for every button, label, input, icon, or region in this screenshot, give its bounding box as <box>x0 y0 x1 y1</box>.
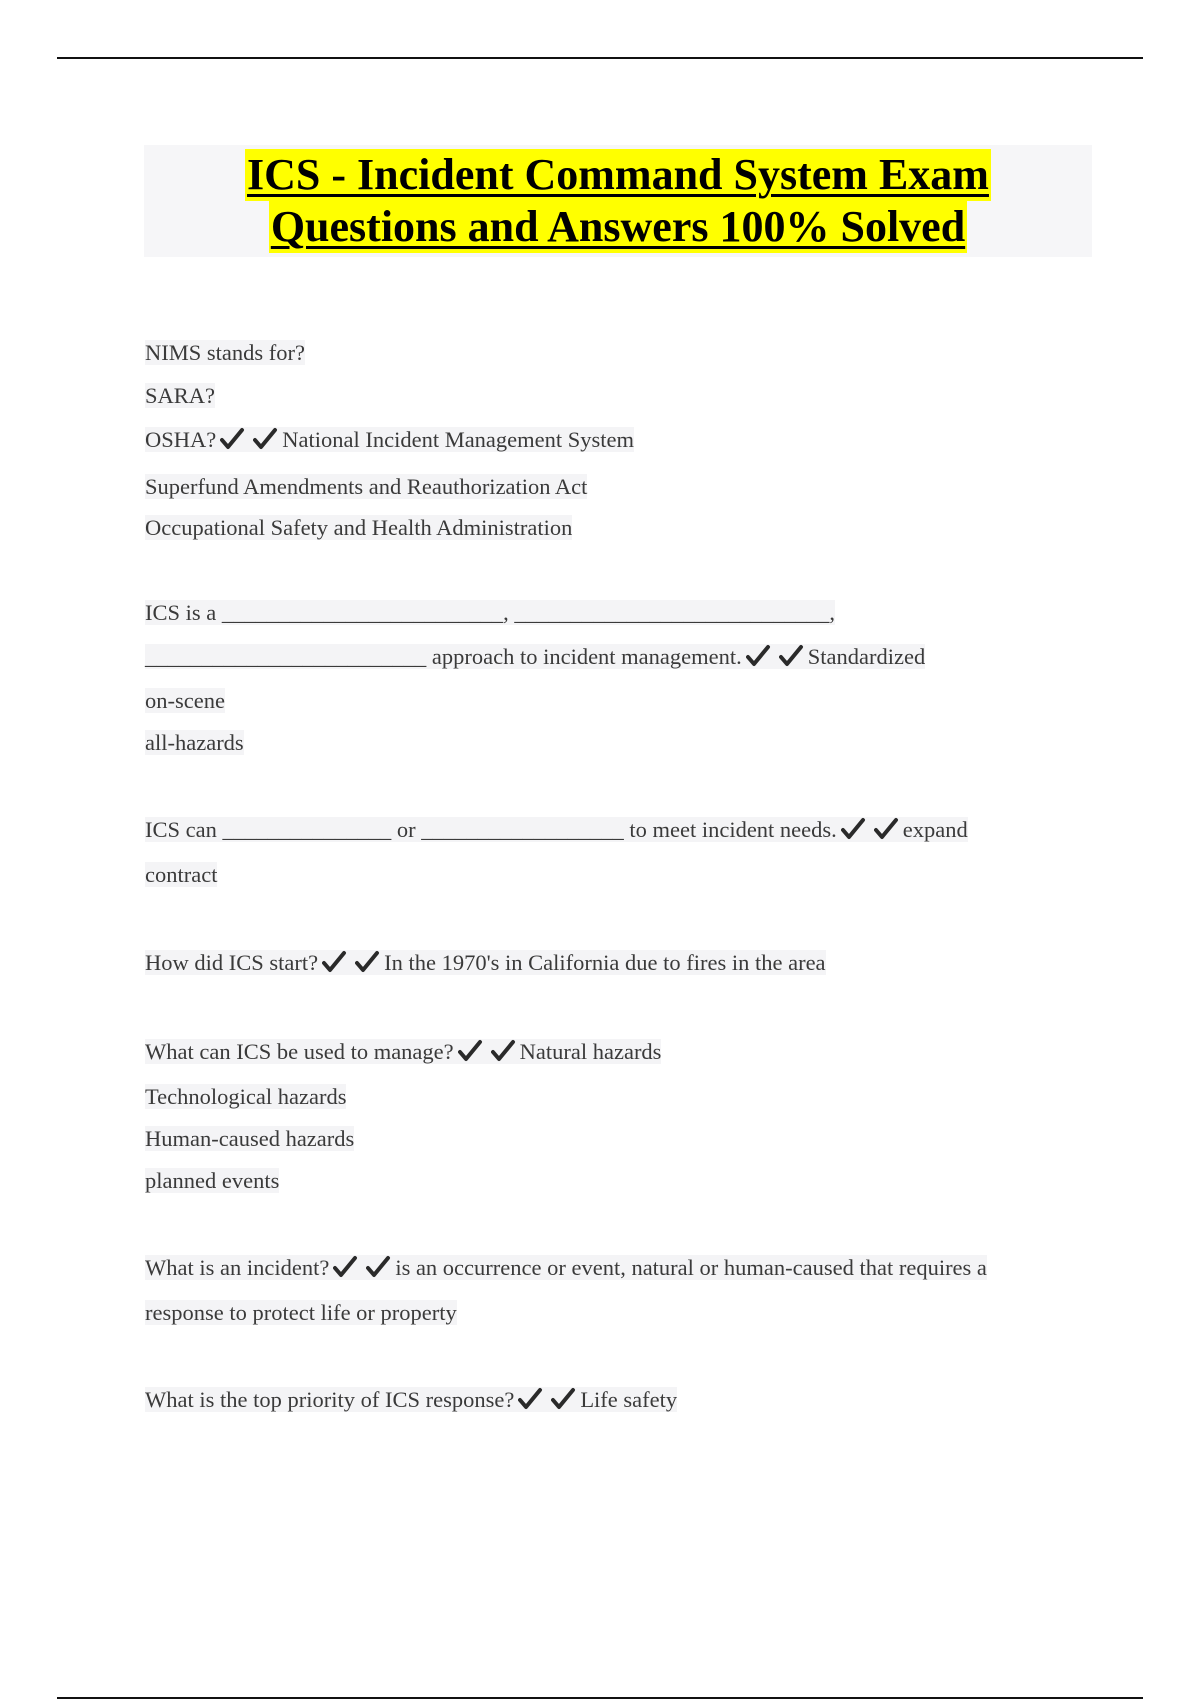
double-check-icon <box>841 817 867 841</box>
double-check-icon <box>253 427 279 451</box>
double-check-icon <box>355 950 381 974</box>
answer-text: Occupational Safety and Health Administration <box>145 515 573 540</box>
footer-rule <box>57 1697 1143 1699</box>
question-answer-line: _________________________ approach to incident management. Standardized <box>145 644 926 669</box>
title-line-2: Questions and Answers 100% Solved <box>270 202 966 251</box>
header-rule <box>57 57 1143 59</box>
double-check-icon <box>333 1255 359 1279</box>
answer-text: Technological hazards <box>145 1084 347 1109</box>
question-answer-line: How did ICS start? In the 1970's in California due to fires in the area <box>145 950 826 975</box>
title-line-1: ICS - Incident Command System Exam <box>247 150 989 199</box>
answer-text: all-hazards <box>145 730 244 755</box>
question-answer-line: What is the top priority of ICS response? Life safety <box>145 1387 678 1412</box>
answer-text: planned events <box>145 1168 280 1193</box>
question-answer-line: ICS can _______________ or __________________ to meet incident needs. expand <box>145 817 968 842</box>
double-check-icon <box>458 1039 484 1063</box>
double-check-icon <box>874 817 900 841</box>
document-title <box>144 145 1092 257</box>
question-text: SARA? <box>145 383 216 408</box>
question-text: ICS is a _________________________, ____________________________, <box>145 600 836 625</box>
double-check-icon <box>518 1387 544 1411</box>
question-answer-line: What is an incident? is an occurrence or event, natural or human-caused that requires a <box>145 1255 987 1280</box>
answer-text: Superfund Amendments and Reauthorization Act <box>145 474 588 499</box>
answer-text: response to protect life or property <box>145 1300 457 1325</box>
double-check-icon <box>746 644 772 668</box>
question-answer-line: OSHA? National Incident Management System <box>145 427 635 452</box>
answer-text: contract <box>145 862 218 887</box>
question-answer-line: What can ICS be used to manage? Natural hazards <box>145 1039 662 1064</box>
double-check-icon <box>366 1255 392 1279</box>
answer-text: on-scene <box>145 688 225 713</box>
double-check-icon <box>322 950 348 974</box>
double-check-icon <box>551 1387 577 1411</box>
answer-text: Human-caused hazards <box>145 1126 355 1151</box>
question-text: NIMS stands for? <box>145 340 305 365</box>
double-check-icon <box>491 1039 517 1063</box>
double-check-icon <box>779 644 805 668</box>
double-check-icon <box>220 427 246 451</box>
